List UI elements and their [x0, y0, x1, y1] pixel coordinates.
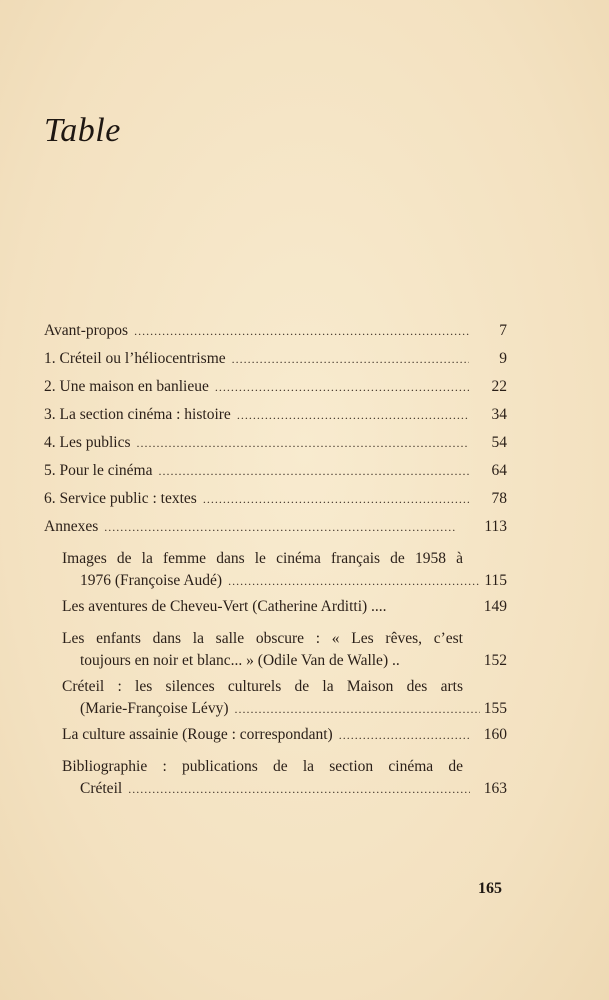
dot-leader [237, 404, 469, 426]
toc-entry [44, 516, 507, 544]
dot-leader [104, 516, 469, 538]
dot-leader [137, 432, 469, 454]
annex-entry-page: 160 [483, 726, 507, 743]
dot-leader [228, 570, 480, 592]
annex-entry-page: 163 [483, 780, 507, 797]
toc-entry [44, 348, 507, 376]
dot-leader [215, 376, 469, 398]
toc-entry-label: 2. Une maison en banlieue [44, 378, 209, 395]
annex-entry [62, 628, 507, 672]
annex-entry-line: Images de la femme dans le cinéma français de 1958 à [62, 550, 463, 567]
annex-entry [62, 676, 507, 720]
toc-entry-page: 64 [491, 462, 507, 479]
toc-entry-label: 3. La section cinéma : histoire [44, 406, 231, 423]
toc-entry-page: 22 [491, 378, 507, 395]
toc-entry-page: 54 [491, 434, 507, 451]
annex-entry-line: Les enfants dans la salle obscure : « Les rêves, c’est [62, 630, 463, 647]
annex-entry-page: 155 [483, 700, 507, 717]
toc-entry [44, 432, 507, 460]
annex-entry-page: 149 [483, 598, 507, 615]
dot-leader [232, 348, 469, 370]
toc-entry-label: 5. Pour le cinéma [44, 462, 153, 479]
annex-entry-line: (Marie-Françoise Lévy) [80, 700, 229, 717]
toc-entry-page: 113 [484, 518, 507, 535]
page-title: Table [44, 112, 121, 149]
toc-entry-page: 9 [499, 350, 507, 367]
toc-entry [44, 320, 507, 348]
annex-entry [62, 724, 507, 752]
annex-entry-page: 152 [483, 652, 507, 669]
toc-entry-page: 78 [491, 490, 507, 507]
dot-leader [203, 488, 469, 510]
annex-entry-page: 115 [484, 572, 507, 589]
dot-leader [128, 778, 470, 800]
annex-entry-line: Créteil : les silences culturels de la Maison des arts [62, 678, 463, 695]
annex-entry-line: toujours en noir et blanc... » (Odile Van de Walle) .. [80, 652, 400, 669]
toc-entry-label: 4. Les publics [44, 434, 131, 451]
annex-entry [62, 596, 507, 624]
toc-entry [44, 488, 507, 516]
toc-entry [44, 376, 507, 404]
table-of-contents [44, 320, 507, 804]
toc-entry-page: 34 [491, 406, 507, 423]
dot-leader [134, 320, 469, 342]
toc-entry-label: Avant-propos [44, 322, 129, 339]
toc-entry-label: 1. Créteil ou l’héliocentrisme [44, 350, 226, 367]
toc-entry [44, 404, 507, 432]
toc-entry-page: 7 [499, 322, 507, 339]
dot-leader [158, 460, 469, 482]
annex-entry-line: 1976 (Françoise Audé) [80, 572, 223, 589]
dot-leader [339, 724, 469, 746]
annex-entry-line: Bibliographie : publications de la section cinéma de [62, 758, 463, 775]
annex-entry [62, 756, 507, 800]
toc-entry [44, 460, 507, 488]
toc-entry-label: Annexes [44, 518, 99, 535]
annex-entry-line: La culture assainie (Rouge : correspondant) [62, 726, 333, 743]
dot-leader [234, 698, 480, 720]
page-number: 165 [478, 880, 502, 897]
annex-entry-line: Créteil [80, 780, 123, 797]
toc-entry-label: 6. Service public : textes [44, 490, 197, 507]
annex-entry-line: Les aventures de Cheveu-Vert (Catherine Arditti) .... [62, 598, 387, 615]
annex-entry [62, 548, 507, 592]
